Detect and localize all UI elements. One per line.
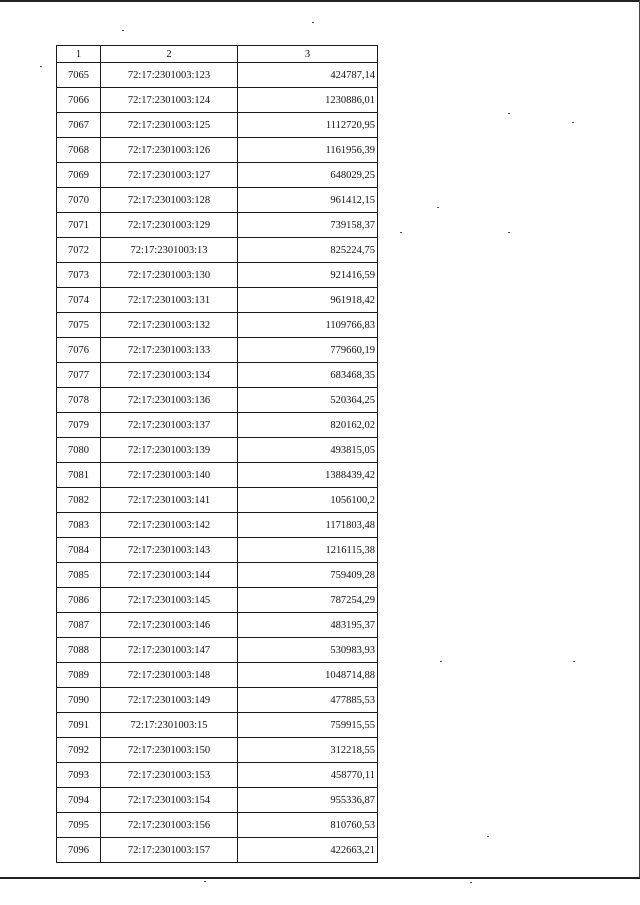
cadastral-value: 1388439,42 — [238, 463, 378, 488]
row-number: 7073 — [57, 263, 101, 288]
row-number: 7074 — [57, 288, 101, 313]
row-number: 7065 — [57, 63, 101, 88]
cadastral-number: 72:17:2301003:143 — [101, 538, 238, 563]
table-row — [57, 88, 378, 113]
cadastral-value: 961412,15 — [238, 188, 378, 213]
table-row — [57, 463, 378, 488]
cadastral-number: 72:17:2301003:144 — [101, 563, 238, 588]
cadastral-value: 787254,29 — [238, 588, 378, 613]
page-bottom-edge — [0, 877, 640, 879]
cadastral-number: 72:17:2301003:137 — [101, 413, 238, 438]
row-number: 7090 — [57, 688, 101, 713]
table-row — [57, 413, 378, 438]
cadastral-number: 72:17:2301003:136 — [101, 388, 238, 413]
row-number: 7080 — [57, 438, 101, 463]
table-row — [57, 338, 378, 363]
scan-speck — [572, 122, 574, 123]
table-row — [57, 138, 378, 163]
scan-speck — [40, 66, 42, 67]
scan-speck — [508, 232, 510, 233]
row-number: 7096 — [57, 838, 101, 863]
cadastral-number: 72:17:2301003:148 — [101, 663, 238, 688]
cadastral-number: 72:17:2301003:140 — [101, 463, 238, 488]
cadastral-number: 72:17:2301003:130 — [101, 263, 238, 288]
scan-speck — [122, 30, 124, 31]
table-row — [57, 563, 378, 588]
table-row — [57, 613, 378, 638]
cadastral-number: 72:17:2301003:125 — [101, 113, 238, 138]
table-row — [57, 238, 378, 263]
table-row — [57, 738, 378, 763]
cadastral-value: 1048714,88 — [238, 663, 378, 688]
row-number: 7095 — [57, 813, 101, 838]
row-number: 7084 — [57, 538, 101, 563]
cadastral-value: 424787,14 — [238, 63, 378, 88]
table-row — [57, 838, 378, 863]
table-row — [57, 438, 378, 463]
cadastral-number: 72:17:2301003:150 — [101, 738, 238, 763]
cadastral-number: 72:17:2301003:129 — [101, 213, 238, 238]
cadastral-value: 683468,35 — [238, 363, 378, 388]
column-header-3: 3 — [238, 46, 378, 63]
cadastral-number: 72:17:2301003:147 — [101, 638, 238, 663]
cadastral-value: 648029,25 — [238, 163, 378, 188]
table-row — [57, 588, 378, 613]
cadastral-value: 477885,53 — [238, 688, 378, 713]
column-header-1: 1 — [57, 46, 101, 63]
row-number: 7078 — [57, 388, 101, 413]
scan-speck — [470, 882, 472, 883]
scan-speck — [487, 836, 489, 837]
cadastral-value: 493815,05 — [238, 438, 378, 463]
table-row — [57, 788, 378, 813]
table-row — [57, 188, 378, 213]
cadastral-number: 72:17:2301003:141 — [101, 488, 238, 513]
row-number: 7071 — [57, 213, 101, 238]
cadastral-value: 1161956,39 — [238, 138, 378, 163]
table-row — [57, 163, 378, 188]
scan-speck — [573, 661, 575, 662]
cadastral-number: 72:17:2301003:124 — [101, 88, 238, 113]
cadastral-number: 72:17:2301003:153 — [101, 763, 238, 788]
cadastral-value: 820162,02 — [238, 413, 378, 438]
cadastral-value: 483195,37 — [238, 613, 378, 638]
table-body — [57, 63, 378, 863]
cadastral-value: 1112720,95 — [238, 113, 378, 138]
scan-speck — [204, 881, 206, 882]
cadastral-number: 72:17:2301003:149 — [101, 688, 238, 713]
row-number: 7091 — [57, 713, 101, 738]
page-top-edge — [0, 0, 640, 2]
row-number: 7089 — [57, 663, 101, 688]
row-number: 7067 — [57, 113, 101, 138]
cadastral-number: 72:17:2301003:131 — [101, 288, 238, 313]
table-row — [57, 63, 378, 88]
cadastral-value: 520364,25 — [238, 388, 378, 413]
table-row — [57, 513, 378, 538]
cadastral-value: 955336,87 — [238, 788, 378, 813]
cadastral-value: 961918,42 — [238, 288, 378, 313]
row-number: 7068 — [57, 138, 101, 163]
row-number: 7081 — [57, 463, 101, 488]
cadastral-value: 1230886,01 — [238, 88, 378, 113]
cadastral-number: 72:17:2301003:13 — [101, 238, 238, 263]
cadastral-number: 72:17:2301003:123 — [101, 63, 238, 88]
cadastral-value: 530983,93 — [238, 638, 378, 663]
row-number: 7085 — [57, 563, 101, 588]
column-number-row — [57, 46, 378, 63]
cadastral-value: 739158,37 — [238, 213, 378, 238]
cadastral-number: 72:17:2301003:133 — [101, 338, 238, 363]
row-number: 7092 — [57, 738, 101, 763]
cadastral-value: 825224,75 — [238, 238, 378, 263]
cadastral-number: 72:17:2301003:154 — [101, 788, 238, 813]
cadastral-number: 72:17:2301003:157 — [101, 838, 238, 863]
table-row — [57, 213, 378, 238]
table-row — [57, 263, 378, 288]
cadastral-value: 1216115,38 — [238, 538, 378, 563]
cadastral-value: 759915,55 — [238, 713, 378, 738]
row-number: 7066 — [57, 88, 101, 113]
row-number: 7082 — [57, 488, 101, 513]
cadastral-number: 72:17:2301003:127 — [101, 163, 238, 188]
row-number: 7075 — [57, 313, 101, 338]
cadastral-value: 458770,11 — [238, 763, 378, 788]
table-row — [57, 713, 378, 738]
scan-speck — [440, 661, 442, 662]
cadastral-number: 72:17:2301003:156 — [101, 813, 238, 838]
cadastral-number: 72:17:2301003:126 — [101, 138, 238, 163]
cadastral-number: 72:17:2301003:128 — [101, 188, 238, 213]
cadastral-value: 921416,59 — [238, 263, 378, 288]
row-number: 7076 — [57, 338, 101, 363]
row-number: 7086 — [57, 588, 101, 613]
table-row — [57, 638, 378, 663]
table-row — [57, 313, 378, 338]
row-number: 7070 — [57, 188, 101, 213]
scan-speck — [508, 113, 510, 114]
cadastral-number: 72:17:2301003:139 — [101, 438, 238, 463]
table-row — [57, 363, 378, 388]
row-number: 7072 — [57, 238, 101, 263]
cadastral-value: 810760,53 — [238, 813, 378, 838]
cadastral-number: 72:17:2301003:132 — [101, 313, 238, 338]
scan-speck — [400, 232, 402, 233]
table-row — [57, 538, 378, 563]
cadastral-value: 1056100,2 — [238, 488, 378, 513]
scan-speck — [437, 207, 439, 208]
scan-speck — [312, 22, 314, 23]
row-number: 7077 — [57, 363, 101, 388]
row-number: 7093 — [57, 763, 101, 788]
column-header-2: 2 — [101, 46, 238, 63]
row-number: 7094 — [57, 788, 101, 813]
table-row — [57, 113, 378, 138]
table-row — [57, 663, 378, 688]
cadastral-number: 72:17:2301003:145 — [101, 588, 238, 613]
cadastral-number: 72:17:2301003:142 — [101, 513, 238, 538]
row-number: 7083 — [57, 513, 101, 538]
table-row — [57, 388, 378, 413]
table-row — [57, 688, 378, 713]
row-number: 7069 — [57, 163, 101, 188]
cadastral-value: 312218,55 — [238, 738, 378, 763]
cadastral-number: 72:17:2301003:146 — [101, 613, 238, 638]
cadastral-value: 1109766,83 — [238, 313, 378, 338]
table-row — [57, 763, 378, 788]
cadastral-value: 422663,21 — [238, 838, 378, 863]
cadastral-number: 72:17:2301003:134 — [101, 363, 238, 388]
cadastral-number: 72:17:2301003:15 — [101, 713, 238, 738]
cadastral-value: 759409,28 — [238, 563, 378, 588]
table-row — [57, 813, 378, 838]
cadastral-value: 1171803,48 — [238, 513, 378, 538]
table-row — [57, 488, 378, 513]
row-number: 7079 — [57, 413, 101, 438]
row-number: 7088 — [57, 638, 101, 663]
cadastral-value: 779660,19 — [238, 338, 378, 363]
table-row — [57, 288, 378, 313]
row-number: 7087 — [57, 613, 101, 638]
cadastral-value-table — [56, 45, 378, 863]
